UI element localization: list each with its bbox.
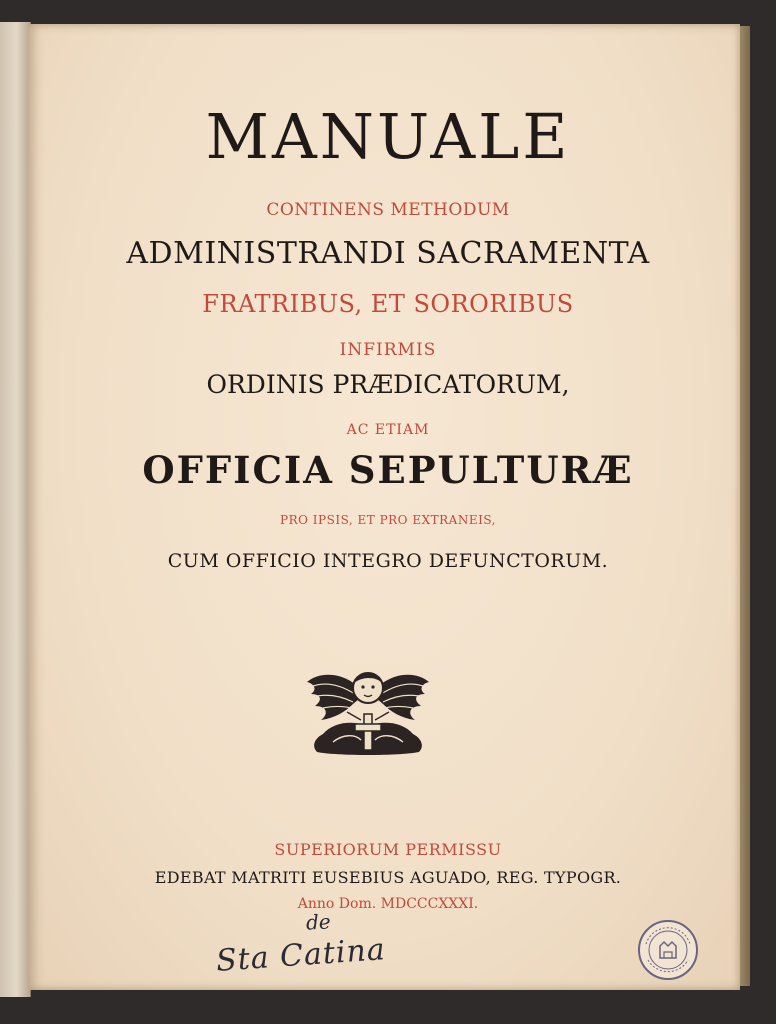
subtitle-line-administrandi: ADMINISTRANDI SACRAMENTA [126,236,650,271]
subtitle-line-officia: OFFICIA SEPULTURÆ [142,448,634,492]
imprint-printer: EDEBAT MATRITI EUSEBIUS AGUADO, REG. TYPOGR. [154,868,622,887]
book-title: MANUALE [205,100,571,173]
subtitle-line-pro-ipsis: PRO IPSIS, ET PRO EXTRANEIS, [280,513,496,527]
subtitle-line-infirmis: INFIRMIS [339,340,437,360]
subtitle-line-ac-etiam: AC ETIAM [346,422,430,438]
subtitle-line-fratribus: FRATRIBUS, ET SORORIBUS [202,290,574,318]
subtitle-line-continens: CONTINENS METHODUM [266,200,510,220]
imprint-permission: SUPERIORUM PERMISSU [274,840,502,859]
handwritten-note-de: de [305,909,332,935]
imprint-year: Anno Dom. MDCCCXXXI. [297,896,479,912]
subtitle-line-cum-officio: CUM OFFICIO INTEGRO DEFUNCTORUM. [167,550,609,572]
handwritten-note-owner: Sta Catina [214,932,387,979]
library-stamp-icon [636,918,700,982]
cherub-with-cross-icon [303,664,433,756]
subtitle-line-ordinis: ORDINIS PRÆDICATORUM, [206,370,570,399]
